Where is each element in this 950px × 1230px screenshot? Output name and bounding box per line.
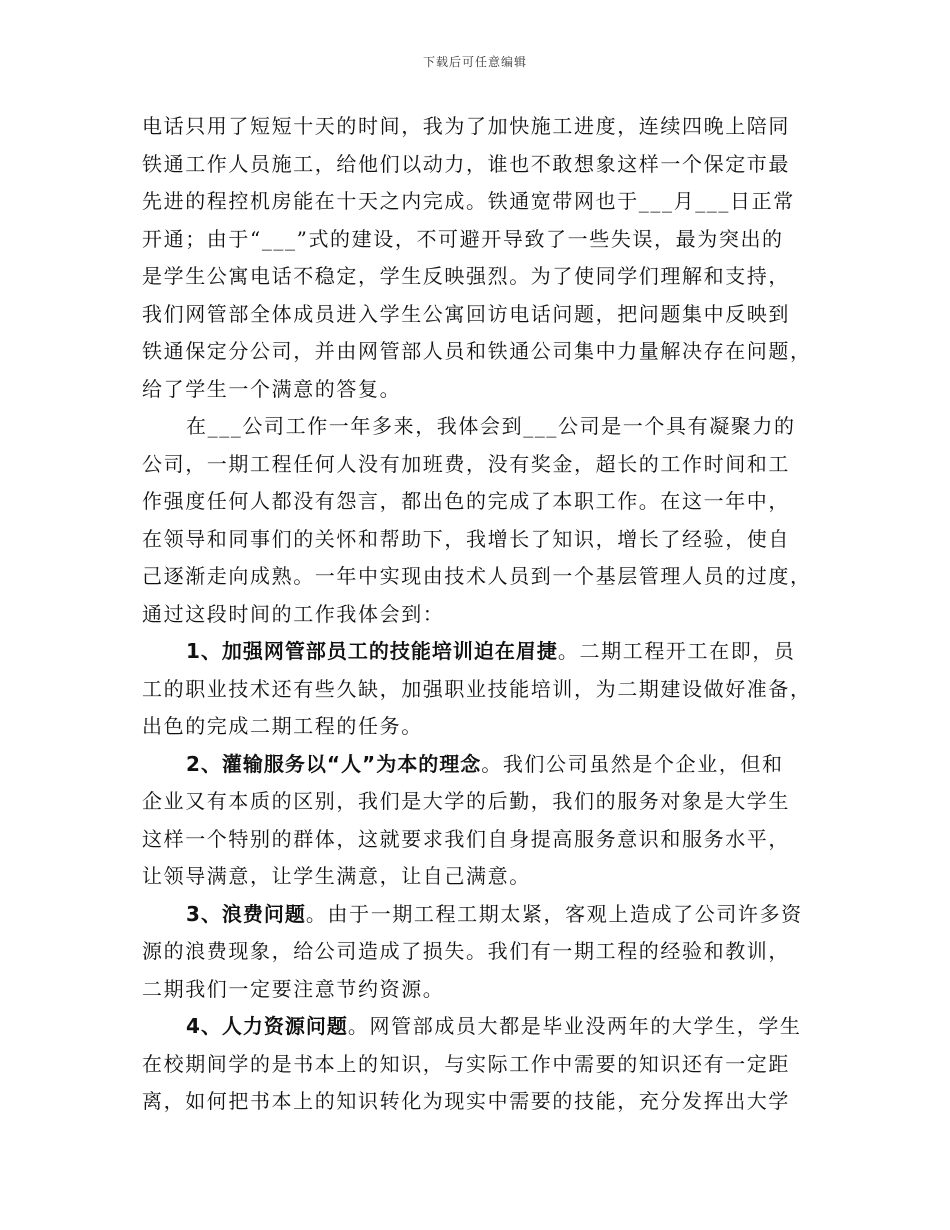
line-text: 通过这段时间的工作我体会到： [142,601,445,626]
text-line [142,1008,822,1046]
line-text: 。我们公司虽然是个企业，但和 [481,751,784,776]
text-line [142,521,822,559]
text-line [142,783,822,821]
text-line [142,558,822,596]
line-text: 先进的程控机房能在十天之内完成。铁通宽带网也于___月___日正常 [142,189,795,213]
line-text: 源的浪费现象，给公司造成了损失。我们有一期工程的经验和教训， [142,939,790,963]
line-text: 在校期间学的是书本上的知识，与实际工作中需要的知识还有一定距 [142,1051,790,1076]
bold-heading: 4、人力资源问题 [186,1014,348,1038]
line-text: 是学生公寓电话不稳定，学生反映强烈。为了使同学们理解和支持， [142,264,790,288]
text-line [142,971,822,1009]
text-line [142,108,822,146]
text-line [142,371,822,409]
line-text: 电话只用了短短十天的时间，我为了加快施工进度，连续四晚上陪同 [142,114,790,138]
page-header: 下载后可任意编辑 [422,55,527,69]
text-line [142,746,822,784]
bold-heading: 2、灌输服务以“人”为本的理念 [186,751,482,776]
text-line [142,821,822,859]
text-line [142,221,822,259]
text-line [142,633,822,671]
bold-heading: 3、浪费问题 [186,901,306,926]
line-text: 离，如何把书本上的知识转化为现实中需要的技能，充分发挥出大学 [142,1089,790,1113]
line-text: 让领导满意，让学生满意，让自己满意。 [142,864,531,888]
text-line [142,1046,822,1084]
text-line [142,671,822,709]
line-text: 。由于一期工程工期太紧，客观上造成了公司许多资 [305,901,803,926]
line-text: 二期我们一定要注意节约资源。 [142,976,445,1001]
line-text: 。二期工程开工在即，员 [557,639,796,663]
line-text: 开通；由于“___”式的建设，不可避开导致了一些失误，最为突出的 [142,226,784,251]
text-line [142,708,822,746]
text-line [142,183,822,221]
line-text: 。网管部成员大都是毕业没两年的大学生，学生 [347,1014,802,1038]
line-text: 铁通保定分公司，并由网管部人员和铁通公司集中力量解决存在问题， [142,339,812,363]
line-text: 铁通工作人员施工，给他们以动力，谁也不敢想象这样一个保定市最 [142,151,790,176]
text-line [142,333,822,371]
bold-heading: 1、加强网管部员工的技能培训迫在眉捷 [186,639,558,663]
line-text: 这样一个特别的群体，这就要求我们自身提高服务意识和服务水平， [142,826,790,851]
line-text: 企业又有本质的区别，我们是大学的后勤，我们的服务对象是大学生 [142,789,790,813]
line-text: 在___公司工作一年多来，我体会到___公司是一个具有凝聚力的 [186,414,796,438]
document-body [142,108,822,1121]
text-line [142,408,822,446]
line-text: 作强度任何人都没有怨言，都出色的完成了本职工作。在这一年中， [142,489,790,513]
line-text: 公司，一期工程任何人没有加班费，没有奖金，超长的工作时间和工 [142,451,790,476]
text-line [142,896,822,934]
line-text: 我们网管部全体成员进入学生公寓回访电话问题，把问题集中反映到 [142,301,790,326]
line-text: 给了学生一个满意的答复。 [142,376,402,401]
line-text: 己逐渐走向成熟。一年中实现由技术人员到一个基层管理人员的过度， [142,564,812,588]
line-text: 工的职业技术还有些久缺，加强职业技能培训，为二期建设做好准备， [142,676,812,701]
text-line [142,258,822,296]
text-line [142,296,822,334]
text-line [142,1083,822,1121]
text-line [142,933,822,971]
text-line [142,858,822,896]
text-line [142,146,822,184]
text-line [142,446,822,484]
text-line [142,483,822,521]
line-text: 出色的完成二期工程的任务。 [142,714,423,738]
text-line [142,596,822,634]
line-text: 在领导和同事们的关怀和帮助下，我增长了知识，增长了经验，使自 [142,526,790,551]
